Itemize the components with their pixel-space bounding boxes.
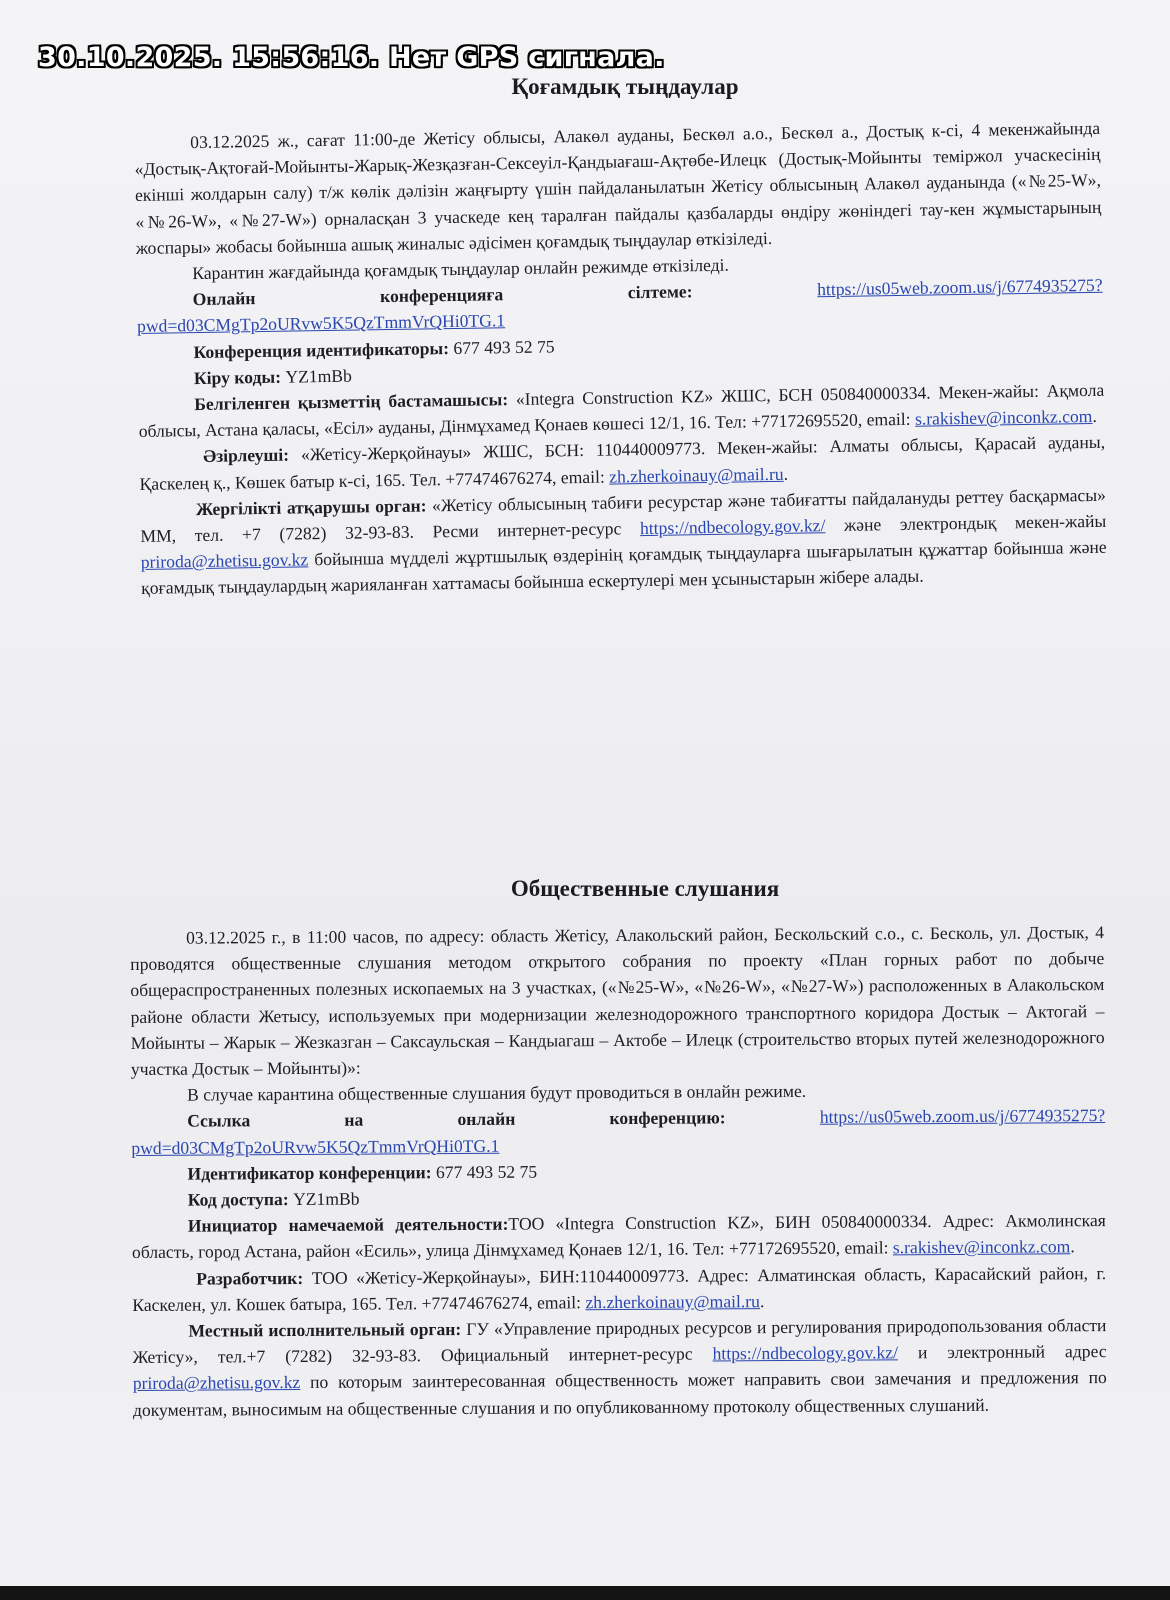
kz-intro: 03.12.2025 ж., сағат 11:00-де Жетісу облысы, Алакөл ауданы, Бескөл а.о., Бескөл а., Достық к-сі, 4 мекенжайында «Достық-Ақтоғай-Мойынты-Жарық-Жезқазған-Сексеуіл-Қандыағаш-Ақтөбе-Илецк (Достық-Мойынты теміржол учаскесінің екінші жолдарын салу) т/ж көлік дәлізін жаңғырту үшін пайдаланылатын Жетісу облысының Алакөл ауданында («№25-W», «№26-W», «№27-W») орналасқан 3 учаскеде кең таралған пайдалы қазбаларды өндіру жөніндегі тау-кен жұмыстарының жоспары» жобасы бойынша ашық жиналыс әдісімен қоғамдық тыңдаулар өткізіледі. — [134, 117, 1102, 258]
ru-developer-text: ТОО «Жетісу-Жерқойнауы», БИН:110440009773. Адрес: Алматинская область, Карасайский район, г. Каскелен, ул. Кошек батыра, 165. Тел. +77474676274, email: — [132, 1262, 1107, 1315]
kz-local-text: «Жетісу облысының табиғи ресурстар және табиғатты пайдалануды реттеу басқармасы» ММ, тел. +7 (7282) 32-93-83. Ресми интернет-ресурс — [140, 484, 1107, 546]
kz-quarantine: Карантин жағдайында қоғамдық тыңдаулар онлайн режимде өткізіледі. — [192, 254, 730, 284]
kz-id-label: Конференция идентификаторы: — [193, 337, 450, 362]
kz-developer-email[interactable]: zh.zherkoinauy@mail.ru — [609, 463, 784, 487]
kz-local-site-link[interactable]: https://ndbecology.gov.kz/ — [639, 515, 826, 539]
bottom-edge-bar — [0, 1586, 1170, 1600]
kz-code-value: YZ1mBb — [285, 365, 353, 387]
ru-initiator-label: Инициатор намечаемой деятельности: — [187, 1213, 509, 1236]
kz-local-mid: және электрондық мекен-жайы — [843, 510, 1107, 535]
kz-developer-text: «Жетісу-Жерқойнауы» ЖШС, БСН: 110440009773. Мекен-жайы: Алматы облысы, Қарасай ауданы, Қаскелең қ., Көшек батыр к-сі, 165. Тел. +77474676274, email: — [139, 432, 1106, 494]
ru-local-paragraph — [132, 1312, 1107, 1423]
ru-code-value: YZ1mBb — [293, 1188, 360, 1210]
kz-initiator-label: Белгіленген қызметтің бастамашысы: — [194, 389, 509, 415]
kz-id-value: 677 493 52 75 — [453, 336, 555, 358]
kz-link-label: Онлайн конференцияға сілтеме: — [192, 281, 693, 310]
gps-timestamp-overlay: 30.10.2025. 15:56:16. Нет GPS сигнала. — [38, 42, 665, 73]
ru-developer-label: Разработчик: — [196, 1267, 304, 1289]
kz-developer-paragraph: Әзірлеуші: «Жетісу-Жерқойнауы» ЖШС, БСН: 110440009773. Мекен-жайы: Алматы облысы, Қарасай ауданы, Қаскелең қ., Көшек батыр к-сі, 165. Тел. +77474676274, email: zh.zherkoinauy@mail.ru. — [139, 432, 1106, 494]
ru-local-end: по которым заинтересованная общественность может направить свои замечания и предложения по документам, выносимым на общественные слушания и по опубликованному протоколу общественных слушаний. — [132, 1367, 1107, 1420]
ru-local-email[interactable]: priroda@zhetisu.gov.kz — [132, 1372, 301, 1394]
ru-local-mid: и электронный адрес — [917, 1341, 1107, 1363]
ru-local-text: ГУ «Управление природных ресурсов и регулирования природопользования области Жетісу», тел.+7 (7282) 32-93-83. Официальный интернет-ресурс — [132, 1315, 1107, 1368]
ru-title: Общественные слушания — [510, 876, 780, 901]
ru-zoom-link[interactable]: https://us05web.zoom.us/j/6774935275?pwd=d03CMgTp2oURvw5K5QzTmmVrQHi0TG.1 — [131, 1105, 1106, 1158]
ru-initiator-paragraph: Инициатор намечаемой деятельности:ТОО «Integra Construction KZ», БИН 050840000334. Адрес: Акмолинская область, город Астана, район «Есиль», улица Дінмұхамед Қонаев 12/1, 16. Тел: +77172695520, email: s.rakishev@inconkz.com. — [131, 1210, 1106, 1263]
kz-zoom-link[interactable]: https://us05web.zoom.us/j/6774935275?pwd=d03CMgTp2oURvw5K5QzTmmVrQHi0TG.1 — [136, 275, 1103, 337]
ru-developer-paragraph: Разработчик: ТОО «Жетісу-Жерқойнауы», БИН:110440009773. Адрес: Алматинская область, Карасайский район, г. Каскелен, ул. Кошек батыра, 165. Тел. +77474676274, email: zh.zherkoinauy@mail.ru. — [132, 1262, 1107, 1315]
ru-id-label: Идентификатор конференции: — [187, 1161, 432, 1184]
ru-initiator-email[interactable]: s.rakishev@inconkz.com — [892, 1236, 1071, 1258]
kz-local-label: Жергілікті атқарушы орган: — [195, 495, 427, 519]
ru-local-site-link[interactable]: https://ndbecology.gov.kz/ — [712, 1342, 899, 1364]
kz-developer-label: Әзірлеуші: — [202, 445, 290, 467]
ru-section — [130, 919, 1107, 1423]
ru-id-value: 677 493 52 75 — [435, 1161, 538, 1182]
kz-local-end: бойынша мүдделі жұртшылық өздерінің қоғамдық тыңдауларға шығарылатын құжаттар бойынша және қоғамдық тыңдаулардың жарияланған хаттамасы бойынша ескертулері мен ұсыныстарын жібере алады. — [141, 537, 1107, 599]
ru-intro: 03.12.2025 г., в 11:00 часов, по адресу: область Жетісу, Алакольский район, Бескольский с.о., с. Бесколь, ул. Достык, 4 проводятся общественные слушания методом открытого собрания по проекту «План горных работ по добыче общераспространенных полезных ископаемых на 3 участках, («№25-W», «№26-W», «№27-W») расположенных в Алакольском районе области Жетысу, используемых при модернизации железнодорожного транспортного коридора Достык – Актогай – Мойынты – Жарык – Жезказган – Саксаульская – Кандыагаш – Актобе – Илецк (строительство вторых путей железнодорожного участка Достык – Мойынты)»: — [130, 922, 1105, 1080]
kz-initiator-text: «Integra Construction KZ» ЖШС, БСН 050840000334. Мекен-жайы: Ақмола облысы, Астана қаласы, «Есіл» ауданы, Дінмұхамед Қонаев көшесі 12/1, 16. Тел: +77172695520, email: — [138, 379, 1105, 442]
ru-link-paragraph — [131, 1102, 1105, 1160]
kz-title: Қоғамдық тыңдаулар — [511, 74, 739, 99]
ru-developer-email[interactable]: zh.zherkoinauy@mail.ru — [585, 1291, 760, 1313]
kz-initiator-email[interactable]: s.rakishev@inconkz.com — [914, 406, 1093, 430]
kz-section — [134, 115, 1107, 602]
ru-code-label: Код доступа: — [187, 1189, 289, 1210]
kz-initiator-paragraph: Белгіленген қызметтің бастамашысы: «Integra Construction KZ» ЖШС, БСН 050840000334. Мекен-жайы: Ақмола облысы, Астана қаласы, «Есіл» ауданы, Дінмұхамед Қонаев көшесі 12/1, 16. Тел: +77172695520, email: s.rakishev@inconkz.com. — [138, 379, 1105, 442]
kz-local-email[interactable]: priroda@zhetisu.gov.kz — [140, 549, 309, 573]
kz-local-paragraph — [140, 482, 1108, 602]
ru-quarantine: В случае карантина общественные слушания будут проводиться в онлайн режиме. — [186, 1081, 807, 1105]
ru-link-label: Ссылка на онлайн конференцию: — [187, 1107, 726, 1132]
kz-code-label: Кіру коды: — [193, 366, 282, 388]
ru-initiator-text: ТОО «Integra Construction KZ», БИН 050840000334. Адрес: Акмолинская область, город Астана, район «Есиль», улица Дінмұхамед Қонаев 12/1, 16. Тел: +77172695520, email: — [131, 1210, 1106, 1263]
ru-local-label: Местный исполнительный орган: — [188, 1319, 462, 1341]
